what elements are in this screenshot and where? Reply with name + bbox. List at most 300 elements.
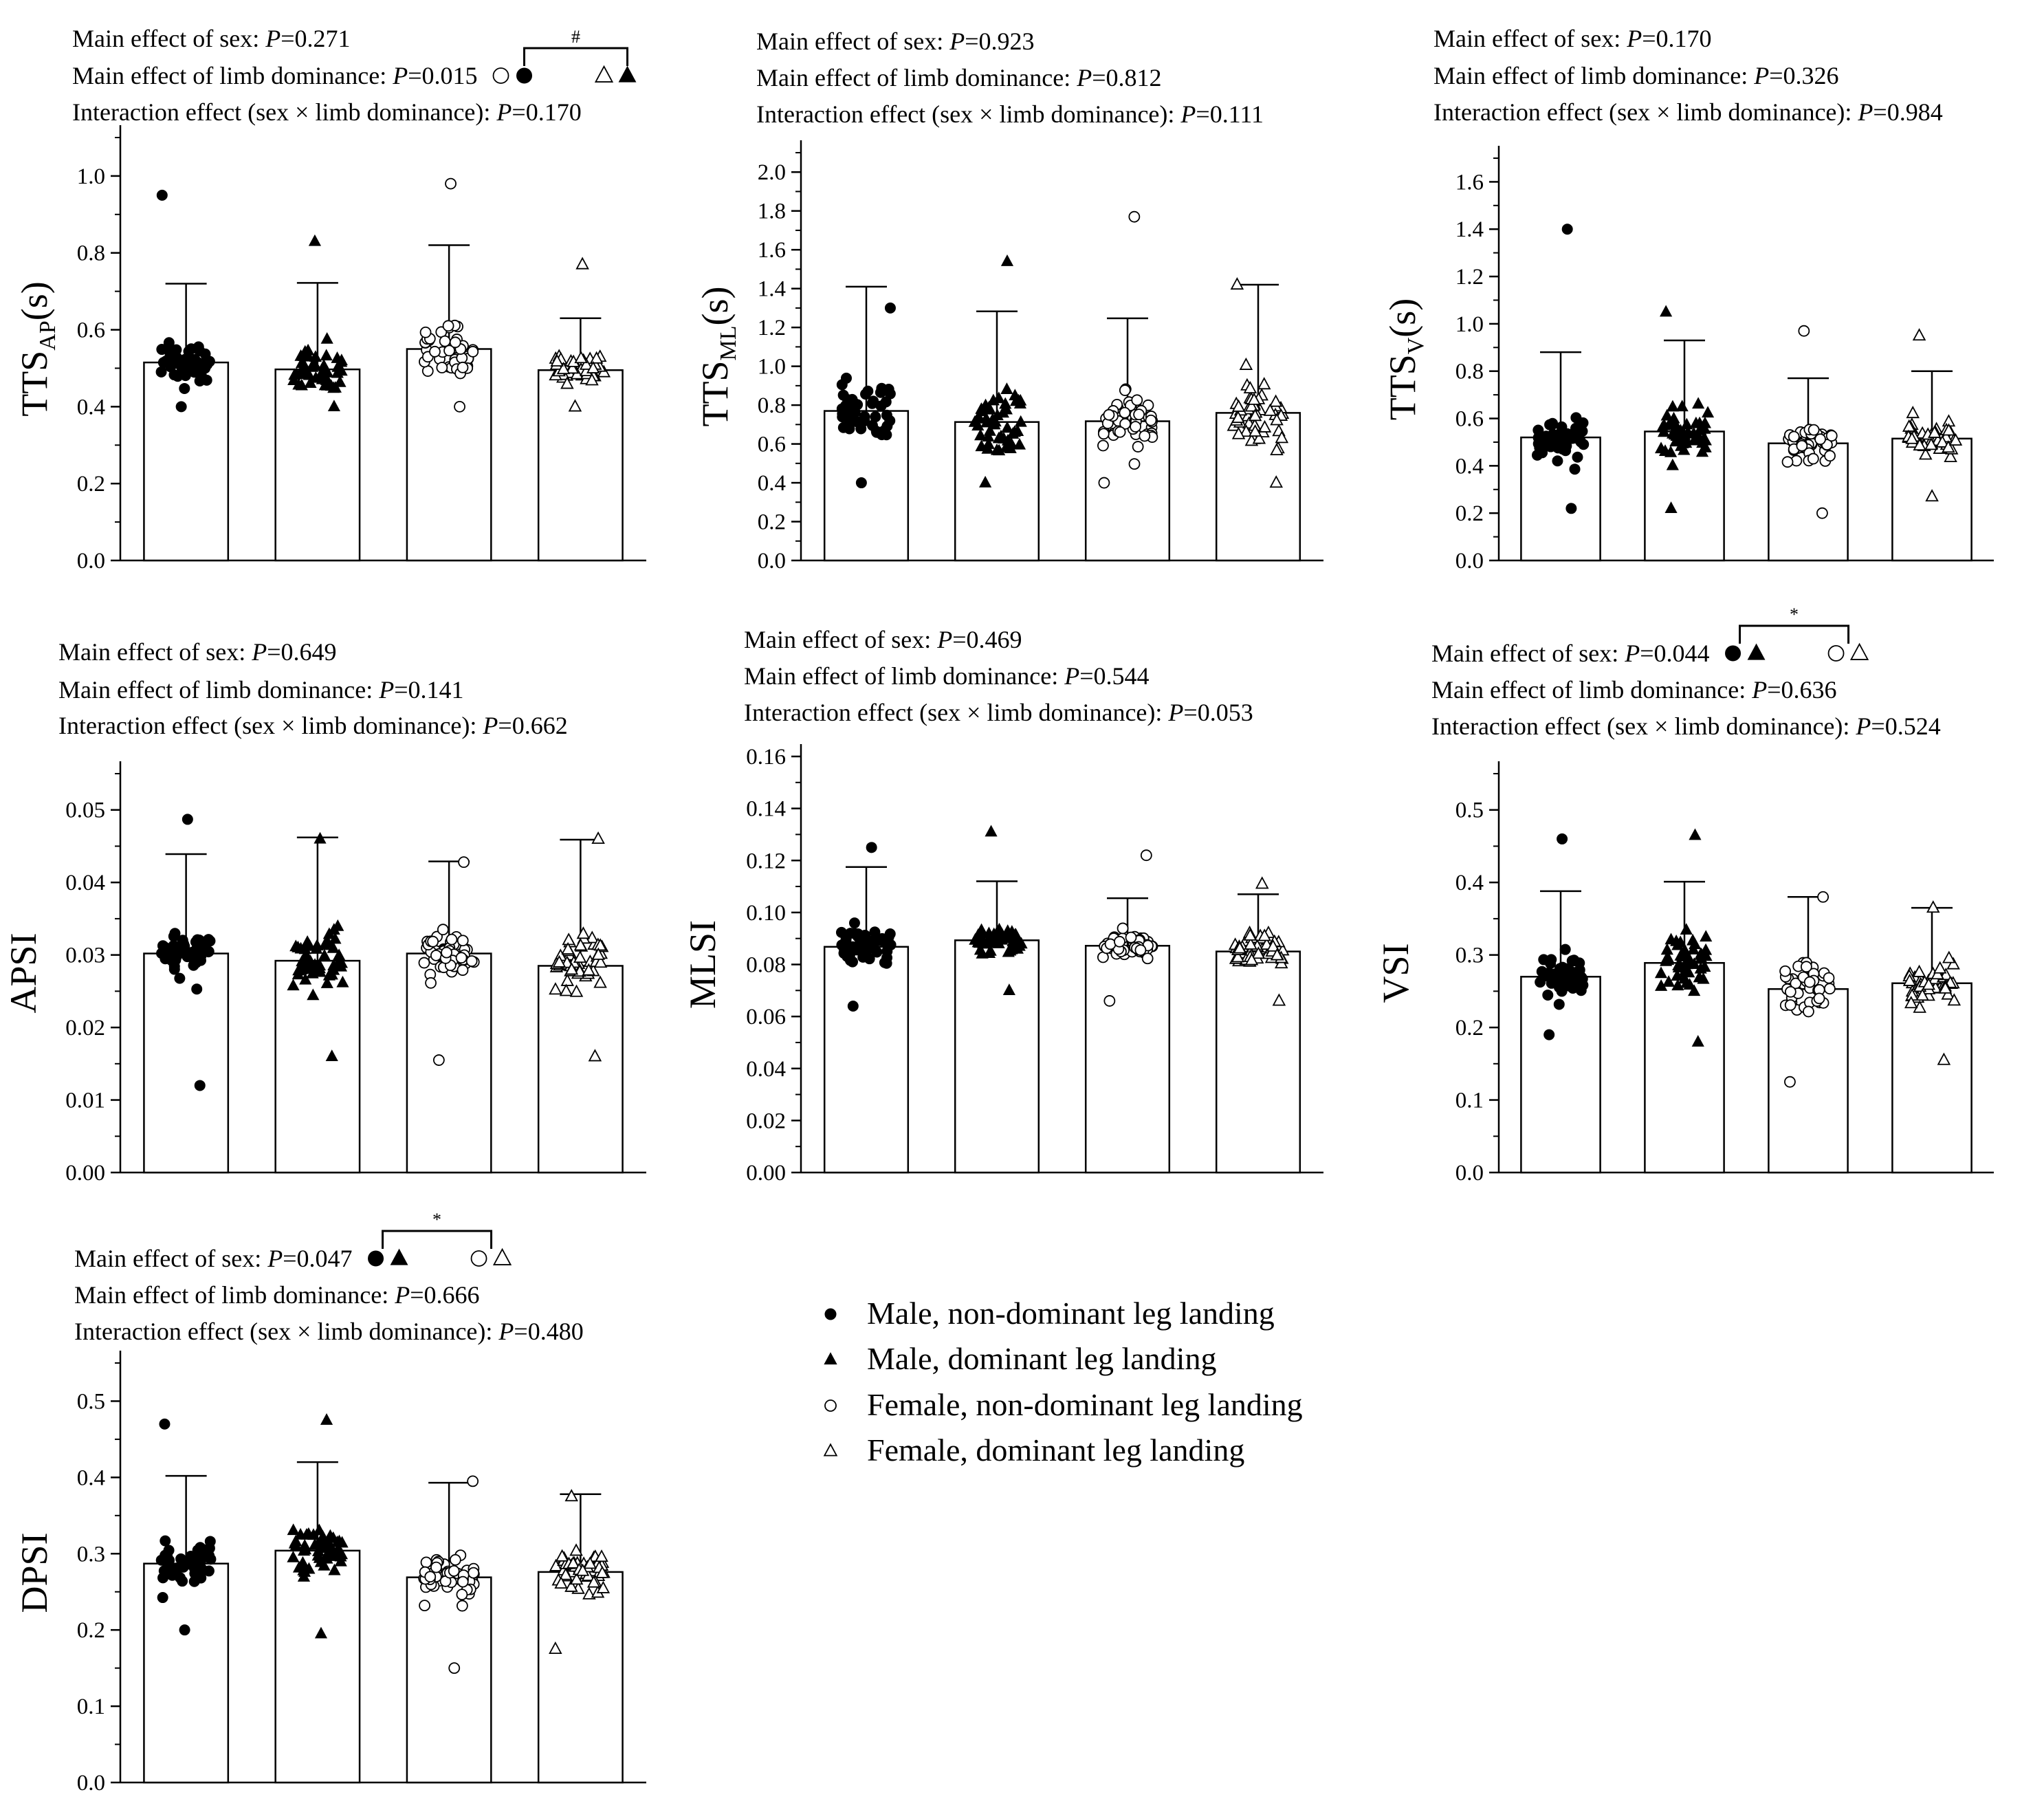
- data-point: [457, 362, 468, 373]
- stat-p-value: 0.141: [408, 676, 464, 704]
- y-tick-label: 0.6: [757, 432, 786, 457]
- y-label-main: DPSI: [14, 1532, 55, 1613]
- stat-prefix: Main effect of limb dominance:: [1431, 676, 1752, 704]
- stat-p-value: 0.666: [424, 1281, 480, 1309]
- data-point: [842, 951, 853, 961]
- y-axis-label: [1382, 298, 1429, 421]
- data-point: [204, 356, 215, 367]
- stat-p-value: 0.984: [1887, 98, 1943, 126]
- stat-p-symbol: P: [1625, 640, 1640, 667]
- stat-line-1: [1431, 640, 1710, 667]
- bar: [276, 1551, 360, 1782]
- data-point: [438, 924, 448, 935]
- data-point: [1130, 459, 1140, 469]
- data-point: [870, 927, 880, 937]
- bar: [538, 1572, 622, 1782]
- y-label-subscript: V: [1403, 337, 1429, 355]
- y-tick-label: 0.0: [1455, 1161, 1484, 1186]
- stat-p-symbol: P: [393, 62, 408, 89]
- data-point: [1134, 409, 1144, 419]
- data-point: [1566, 503, 1576, 514]
- data-point: [871, 426, 881, 437]
- data-point: [458, 935, 468, 946]
- y-label-subscript: ML: [716, 325, 741, 361]
- data-point: [160, 1419, 170, 1429]
- stat-prefix: Interaction effect (sex × limb dominance):: [1431, 712, 1856, 740]
- stat-equals: =: [1642, 25, 1656, 52]
- data-point: [1809, 425, 1819, 435]
- stat-p-symbol: P: [1064, 662, 1080, 690]
- data-point: [1572, 426, 1582, 437]
- stat-p-value: 0.469: [966, 626, 1022, 653]
- data-point: [449, 1663, 459, 1673]
- stat-prefix: Main effect of sex:: [744, 626, 938, 653]
- data-point: [849, 918, 859, 928]
- data-point: [881, 430, 892, 440]
- stat-prefix: Interaction effect (sex × limb dominance):: [1433, 98, 1858, 126]
- y-label-subscript: AP: [35, 320, 61, 351]
- y-axis-label: [1375, 943, 1416, 1003]
- data-point: [836, 927, 846, 937]
- data-point: [1825, 983, 1835, 994]
- stat-p-value: 0.544: [1093, 662, 1150, 690]
- data-point: [1098, 440, 1108, 450]
- stat-line-3: [1433, 98, 1943, 126]
- y-tick-label: 1.4: [757, 276, 786, 302]
- y-tick-label: 0.2: [1455, 501, 1484, 527]
- y-tick-label: 0.0: [76, 549, 105, 574]
- significance-symbol: #: [571, 27, 581, 47]
- stat-p-symbol: P: [265, 25, 281, 52]
- data-point: [1817, 508, 1827, 519]
- data-point: [160, 1536, 171, 1546]
- y-tick-label: 0.12: [746, 849, 786, 874]
- data-point: [1133, 441, 1143, 452]
- data-point: [428, 937, 438, 947]
- stat-p-value: 0.480: [527, 1318, 584, 1345]
- stat-line-2: [744, 662, 1150, 690]
- data-point: [1132, 395, 1142, 405]
- data-point: [1569, 955, 1579, 966]
- data-point: [1805, 977, 1815, 988]
- data-point: [437, 362, 447, 373]
- data-point: [457, 1601, 468, 1611]
- y-tick-label: 0.8: [76, 241, 105, 266]
- data-point: [446, 179, 456, 189]
- y-tick-label: 0.00: [65, 1161, 105, 1186]
- stat-p-symbol: P: [937, 626, 953, 653]
- data-point: [1780, 966, 1790, 977]
- data-point: [1569, 980, 1579, 990]
- data-point: [1120, 385, 1130, 395]
- data-point: [1818, 892, 1828, 902]
- stat-line-1: [756, 28, 1035, 55]
- stat-equals: =: [1769, 62, 1783, 89]
- stat-equals: =: [952, 626, 967, 653]
- stat-line-2: [72, 62, 478, 89]
- significance-marker: [472, 1251, 487, 1266]
- stat-prefix: Main effect of limb dominance:: [756, 64, 1077, 91]
- stat-prefix: Interaction effect (sex × limb dominance):: [756, 100, 1181, 128]
- stat-line-2: [74, 1281, 480, 1309]
- y-tick-label: 0.0: [1455, 549, 1484, 574]
- y-tick-label: 0.1: [1455, 1088, 1484, 1113]
- data-point: [468, 1476, 478, 1486]
- stat-equals: =: [498, 712, 512, 739]
- stat-p-value: 0.923: [978, 28, 1035, 55]
- data-point: [1552, 456, 1563, 466]
- data-point: [1146, 415, 1156, 426]
- significance-symbol: *: [1790, 604, 1799, 624]
- stat-p-value: 0.649: [281, 638, 337, 666]
- data-point: [1103, 410, 1114, 420]
- data-point: [1126, 933, 1136, 943]
- legend-item-2: [824, 1341, 1216, 1376]
- stat-p-symbol: P: [252, 638, 267, 666]
- data-point: [195, 1555, 205, 1565]
- data-point: [885, 303, 895, 313]
- stat-p-symbol: P: [1180, 100, 1196, 128]
- y-axis-label: [682, 920, 723, 1009]
- y-tick-label: 1.2: [1455, 265, 1484, 290]
- y-axis-label: [3, 933, 44, 1013]
- data-point: [1562, 224, 1572, 235]
- data-point: [179, 383, 190, 393]
- data-point: [1799, 326, 1809, 336]
- data-point: [1560, 944, 1570, 955]
- y-tick-label: 0.2: [76, 472, 105, 497]
- y-tick-label: 1.4: [1455, 217, 1484, 243]
- stat-p-symbol: P: [379, 676, 395, 704]
- y-tick-label: 0.6: [76, 318, 105, 343]
- stat-p-symbol: P: [1752, 676, 1768, 704]
- legend-marker: [825, 1400, 836, 1411]
- stat-prefix: Main effect of limb dominance:: [744, 662, 1065, 690]
- data-point: [175, 973, 185, 983]
- significance-marker: [1726, 646, 1741, 661]
- data-point: [450, 1555, 461, 1565]
- data-point: [431, 1562, 441, 1573]
- data-point: [848, 406, 859, 417]
- stat-line-3: [72, 98, 582, 126]
- data-point: [468, 347, 478, 357]
- stat-prefix: Interaction effect (sex × limb dominance):: [58, 712, 483, 739]
- y-tick-label: 0.4: [1455, 454, 1484, 479]
- data-point: [188, 960, 199, 970]
- data-point: [1785, 987, 1796, 997]
- data-point: [434, 1055, 444, 1065]
- data-point: [1545, 419, 1555, 430]
- stat-equals: =: [408, 62, 422, 89]
- data-point: [1803, 1006, 1814, 1016]
- y-tick-label: 0.02: [65, 1016, 105, 1041]
- stat-prefix: Main effect of sex:: [72, 25, 266, 52]
- data-point: [859, 414, 870, 424]
- stat-line-2: [756, 64, 1162, 91]
- y-tick-label: 0.2: [76, 1618, 105, 1644]
- legend-label: Male, dominant leg landing: [867, 1341, 1217, 1376]
- data-point: [1824, 973, 1834, 983]
- bar: [1086, 422, 1169, 560]
- y-tick-label: 0.8: [757, 393, 786, 419]
- data-point: [1118, 923, 1128, 933]
- stat-equals: =: [281, 25, 295, 52]
- data-point: [1825, 450, 1835, 461]
- data-point: [1785, 1000, 1796, 1010]
- bar: [955, 940, 1039, 1173]
- stat-prefix: Main effect of sex:: [1433, 25, 1627, 52]
- data-point: [177, 1576, 188, 1587]
- bar: [1645, 963, 1724, 1173]
- stat-equals: =: [394, 676, 408, 704]
- stat-line-3: [744, 699, 1253, 726]
- y-tick-label: 0.6: [1455, 406, 1484, 432]
- stat-p-symbol: P: [949, 28, 965, 55]
- stat-equals: =: [512, 98, 526, 126]
- stat-p-symbol: P: [1858, 98, 1873, 126]
- data-point: [881, 410, 892, 420]
- data-point: [848, 1001, 858, 1012]
- data-point: [457, 965, 468, 975]
- stat-equals: =: [1183, 699, 1198, 726]
- data-point: [467, 956, 477, 966]
- stat-p-value: 0.636: [1781, 676, 1837, 704]
- stat-p-symbol: P: [1077, 64, 1092, 91]
- legend-item-4: [824, 1432, 1244, 1468]
- data-point: [163, 948, 173, 959]
- data-point: [1143, 953, 1153, 963]
- data-point: [421, 327, 431, 338]
- y-label-main: APSI: [3, 933, 44, 1014]
- stat-equals: =: [965, 28, 979, 55]
- data-point: [856, 478, 866, 488]
- data-point: [1553, 443, 1563, 453]
- stat-p-symbol: P: [1627, 25, 1642, 52]
- data-point: [205, 1536, 215, 1547]
- y-tick-label: 0.0: [76, 1771, 105, 1796]
- data-point: [1570, 464, 1580, 475]
- stat-p-value: 0.326: [1783, 62, 1839, 89]
- stat-equals: =: [267, 638, 281, 666]
- y-tick-label: 0.10: [746, 900, 786, 926]
- data-point: [161, 356, 171, 366]
- stat-p-value: 0.015: [421, 62, 478, 89]
- y-tick-label: 0.06: [746, 1005, 786, 1030]
- data-point: [859, 941, 869, 951]
- y-tick-label: 0.00: [746, 1161, 786, 1186]
- data-point: [419, 1600, 430, 1611]
- y-tick-label: 0.4: [76, 1465, 105, 1491]
- data-point: [457, 1589, 467, 1600]
- stat-p-value: 0.044: [1653, 640, 1710, 667]
- y-label-suffix: (s): [1382, 298, 1423, 338]
- bar: [1892, 983, 1971, 1173]
- bar: [538, 370, 622, 560]
- stat-equals: =: [1640, 640, 1654, 667]
- data-point: [441, 948, 452, 958]
- bar: [1216, 952, 1300, 1173]
- data-point: [176, 402, 186, 412]
- y-tick-label: 1.0: [757, 354, 786, 380]
- stat-line-3: [756, 100, 1264, 128]
- stat-prefix: Main effect of sex:: [74, 1245, 268, 1272]
- y-tick-label: 0.2: [1455, 1016, 1484, 1041]
- y-tick-label: 0.04: [746, 1056, 786, 1082]
- legend-label: Male, non-dominant leg landing: [867, 1296, 1275, 1331]
- data-point: [1129, 212, 1139, 222]
- data-point: [870, 412, 881, 422]
- y-tick-label: 0.05: [65, 798, 105, 823]
- y-tick-label: 0.2: [757, 510, 786, 535]
- stat-equals: =: [1196, 100, 1210, 128]
- data-point: [1808, 454, 1818, 464]
- stat-p-value: 0.111: [1209, 100, 1264, 128]
- data-point: [450, 337, 461, 347]
- data-point: [173, 1563, 184, 1573]
- y-tick-label: 2.0: [757, 160, 786, 186]
- y-tick-label: 0.5: [1455, 798, 1484, 823]
- stat-equals: =: [1871, 712, 1885, 740]
- data-point: [1099, 478, 1109, 488]
- stat-equals: =: [1873, 98, 1887, 126]
- data-point: [1543, 990, 1553, 1000]
- y-tick-label: 0.5: [76, 1389, 105, 1415]
- data-point: [446, 935, 457, 945]
- data-point: [1099, 428, 1109, 439]
- data-point: [192, 984, 202, 994]
- data-point: [1141, 850, 1152, 860]
- data-point: [443, 320, 454, 331]
- data-point: [199, 942, 209, 952]
- data-point: [1533, 425, 1543, 435]
- data-point: [426, 978, 436, 988]
- stat-line-3: [58, 712, 568, 739]
- stat-p-value: 0.170: [1656, 25, 1712, 52]
- data-point: [197, 371, 207, 382]
- data-point: [1130, 422, 1141, 432]
- stat-line-1: [72, 25, 351, 52]
- bar: [407, 954, 491, 1173]
- stat-prefix: Main effect of sex:: [756, 28, 950, 55]
- stat-equals: =: [1079, 662, 1094, 690]
- significance-symbol: *: [432, 1210, 442, 1230]
- data-point: [1548, 974, 1559, 984]
- y-tick-label: 0.4: [757, 471, 786, 497]
- data-point: [468, 1568, 479, 1578]
- stat-equals: =: [1092, 64, 1106, 91]
- stat-line-3: [1431, 712, 1941, 740]
- stat-p-value: 0.812: [1106, 64, 1162, 91]
- y-axis-label: [14, 1532, 55, 1613]
- data-point: [421, 1557, 432, 1567]
- y-tick-label: 1.8: [757, 199, 786, 224]
- data-point: [195, 1080, 205, 1091]
- y-tick-label: 0.0: [757, 549, 786, 574]
- stat-p-symbol: P: [1754, 62, 1770, 89]
- stat-line-3: [74, 1318, 584, 1345]
- data-point: [856, 424, 866, 434]
- bar: [824, 947, 908, 1173]
- y-tick-label: 1.0: [1455, 312, 1484, 337]
- data-point: [1104, 996, 1114, 1006]
- data-point: [1139, 430, 1150, 441]
- stat-p-value: 0.524: [1884, 712, 1941, 740]
- data-point: [1815, 434, 1825, 444]
- stat-p-value: 0.053: [1197, 699, 1253, 726]
- data-point: [1561, 963, 1572, 974]
- stat-line-1: [1433, 25, 1712, 52]
- data-point: [156, 367, 166, 377]
- data-point: [1814, 993, 1825, 1003]
- data-point: [877, 935, 887, 946]
- stat-prefix: Main effect of limb dominance:: [58, 676, 380, 704]
- data-point: [419, 958, 429, 968]
- stat-equals: =: [410, 1281, 424, 1309]
- stat-line-2: [1431, 676, 1837, 704]
- stat-prefix: Main effect of limb dominance:: [72, 62, 393, 89]
- stat-p-value: 0.047: [296, 1245, 353, 1272]
- data-point: [1572, 452, 1583, 462]
- data-point: [881, 958, 892, 968]
- legend-label: Female, dominant leg landing: [867, 1432, 1245, 1468]
- data-point: [458, 1577, 468, 1587]
- data-point: [1557, 833, 1568, 844]
- legend-item-3: [825, 1387, 1303, 1422]
- data-point: [157, 190, 167, 200]
- y-tick-label: 0.04: [65, 871, 105, 896]
- stat-p-symbol: P: [267, 1245, 283, 1272]
- stat-line-1: [744, 626, 1022, 653]
- data-point: [1115, 427, 1125, 437]
- stat-p-value: 0.271: [294, 25, 351, 52]
- data-point: [180, 356, 190, 367]
- significance-marker: [494, 68, 509, 83]
- stat-prefix: Main effect of sex:: [1431, 640, 1625, 667]
- y-tick-label: 1.6: [757, 238, 786, 263]
- stat-line-2: [1433, 62, 1839, 89]
- stat-line-1: [74, 1245, 353, 1272]
- data-point: [838, 390, 848, 400]
- data-point: [449, 1566, 459, 1576]
- stat-prefix: Main effect of limb dominance:: [1433, 62, 1755, 89]
- significance-marker: [1829, 646, 1844, 661]
- y-tick-label: 0.01: [65, 1088, 105, 1113]
- data-point: [430, 347, 440, 357]
- stat-p-symbol: P: [395, 1281, 410, 1309]
- y-tick-label: 0.16: [746, 745, 786, 770]
- y-tick-label: 0.3: [1455, 943, 1484, 968]
- data-point: [159, 1566, 169, 1576]
- y-tick-label: 1.2: [757, 316, 786, 341]
- y-tick-label: 0.14: [746, 796, 786, 822]
- bar: [144, 954, 228, 1173]
- significance-marker: [369, 1251, 384, 1266]
- y-tick-label: 0.03: [65, 943, 105, 968]
- y-tick-label: 0.3: [76, 1542, 105, 1567]
- legend-marker: [825, 1309, 836, 1320]
- data-point: [841, 373, 851, 383]
- data-point: [883, 384, 894, 395]
- y-label-main: MLSI: [682, 919, 723, 1010]
- y-label-main: TTS: [1382, 354, 1423, 421]
- data-point: [182, 814, 193, 825]
- bar: [276, 369, 360, 560]
- stat-prefix: Interaction effect (sex × limb dominance):: [744, 699, 1169, 726]
- stat-p-value: 0.170: [525, 98, 582, 126]
- data-point: [1554, 999, 1564, 1010]
- bar: [144, 1564, 228, 1782]
- data-point: [454, 402, 465, 412]
